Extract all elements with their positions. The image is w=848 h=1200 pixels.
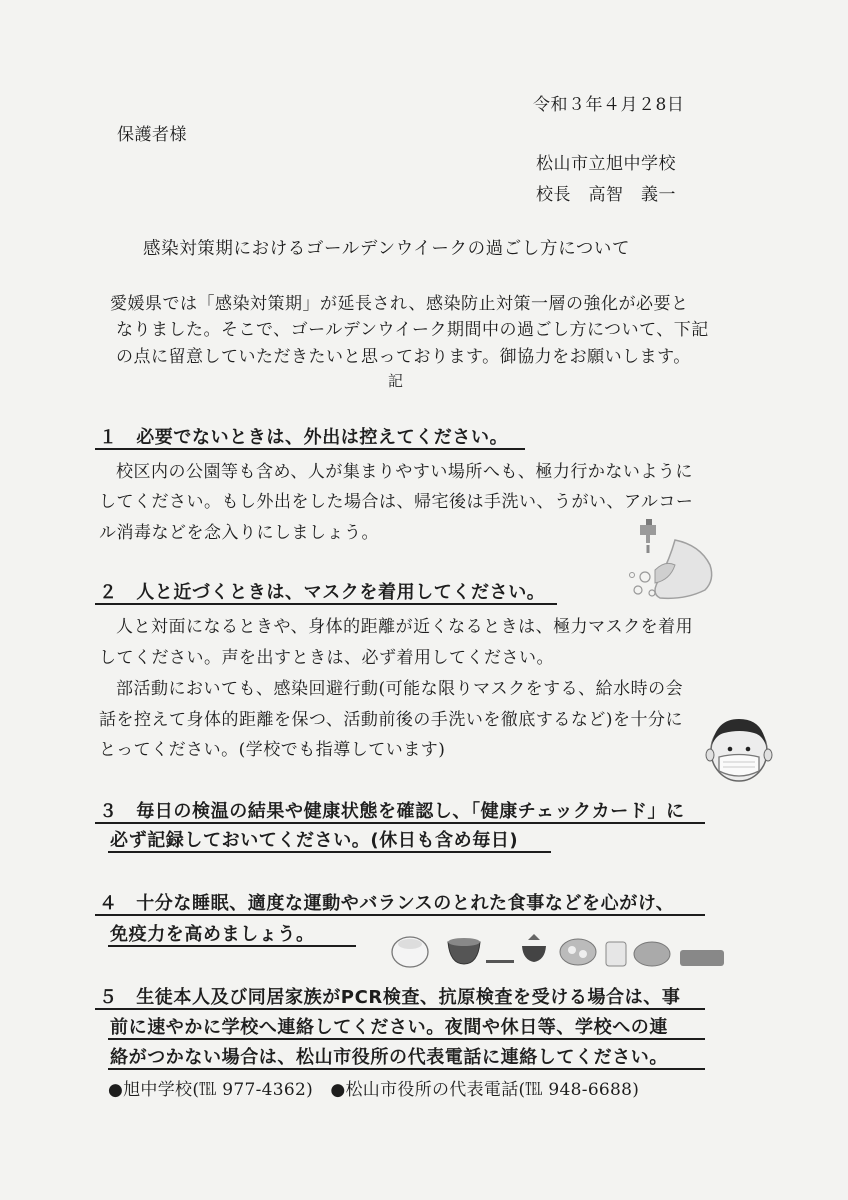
section-1-body-line: してください。もし外出をした場合は、帰宅後は手洗い、うがい、アルコー <box>99 492 694 512</box>
section-2-underline <box>95 603 557 605</box>
section-2-body-line: とってください。(学校でも指導しています) <box>99 740 446 760</box>
principal-name: 校長 高智 義一 <box>536 185 676 205</box>
section-1-body-line: ル消毒などを念入りにしましょう。 <box>99 523 379 543</box>
section-4-underline <box>108 945 356 947</box>
section-4-heading-cont: 免疫力を高めましょう。 <box>110 924 315 945</box>
section-3-underline <box>108 851 551 853</box>
section-2-body-line: 話を控えて身体的距離を保つ、活動前後の手洗いを徹底するなど)を十分に <box>99 710 683 730</box>
section-3-heading-cont: 必ず記録しておいてください。(休日も含め毎日) <box>110 830 519 851</box>
section-2-body-line: 部活動においても、感染回避行動(可能な限りマスクをする、給水時の会 <box>116 679 684 699</box>
section-2-body-line: してください。声を出すときは、必ず着用してください。 <box>99 648 554 668</box>
handwashing-icon <box>620 515 720 605</box>
section-4-heading: ４ 十分な睡眠、適度な運動やバランスのとれた食事などを心がけ、 <box>99 893 675 914</box>
section-5-underline <box>95 1008 705 1010</box>
masked-student-icon <box>705 715 773 790</box>
section-2-body-line: 人と対面になるときや、身体的距離が近くなるときは、極力マスクを着用 <box>116 617 694 637</box>
intro-line: の点に留意していただきたいと思っております。御協力をお願いします。 <box>116 347 691 367</box>
recipient: 保護者様 <box>117 125 187 145</box>
section-5-underline <box>108 1068 705 1070</box>
section-1-underline <box>95 448 525 450</box>
school-name: 松山市立旭中学校 <box>536 154 676 174</box>
date: 令和３年４月２8日 <box>533 95 685 115</box>
intro-line: なりました。そこで、ゴールデンウイーク期間中の過ごし方について、下記 <box>116 320 709 340</box>
section-5-heading-cont: 絡がつかない場合は、松山市役所の代表電話に連絡してください。 <box>110 1047 668 1068</box>
balanced-meal-icon <box>388 928 728 974</box>
section-1-heading: １ 必要でないときは、外出は控えてください。 <box>99 427 509 448</box>
section-5-heading-cont: 前に速やかに学校へ連絡してください。夜間や休日等、学校への連 <box>110 1017 668 1038</box>
section-3-heading: ３ 毎日の検温の結果や健康状態を確認し、「健康チェックカード」に <box>99 801 685 822</box>
contact-phones: ●旭中学校(℡ 977-4362) ●松山市役所の代表電話(℡ 948-6688) <box>108 1080 640 1100</box>
ki-marker: 記 <box>388 372 404 390</box>
page-title: 感染対策期におけるゴールデンウイークの過ごし方について <box>143 239 631 259</box>
section-1-body-line: 校区内の公園等も含め、人が集まりやすい場所へも、極力行かないように <box>116 462 693 482</box>
section-5-underline <box>108 1038 705 1040</box>
section-2-heading: ２ 人と近づくときは、マスクを着用してください。 <box>99 582 546 603</box>
section-3-underline <box>95 822 705 824</box>
intro-line: 愛媛県では「感染対策期」が延長され、感染防止対策一層の強化が必要と <box>110 294 689 314</box>
section-5-heading: ５ 生徒本人及び同居家族がPCR検査、抗原検査を受ける場合は、事 <box>99 987 681 1008</box>
section-4-underline <box>95 914 705 916</box>
